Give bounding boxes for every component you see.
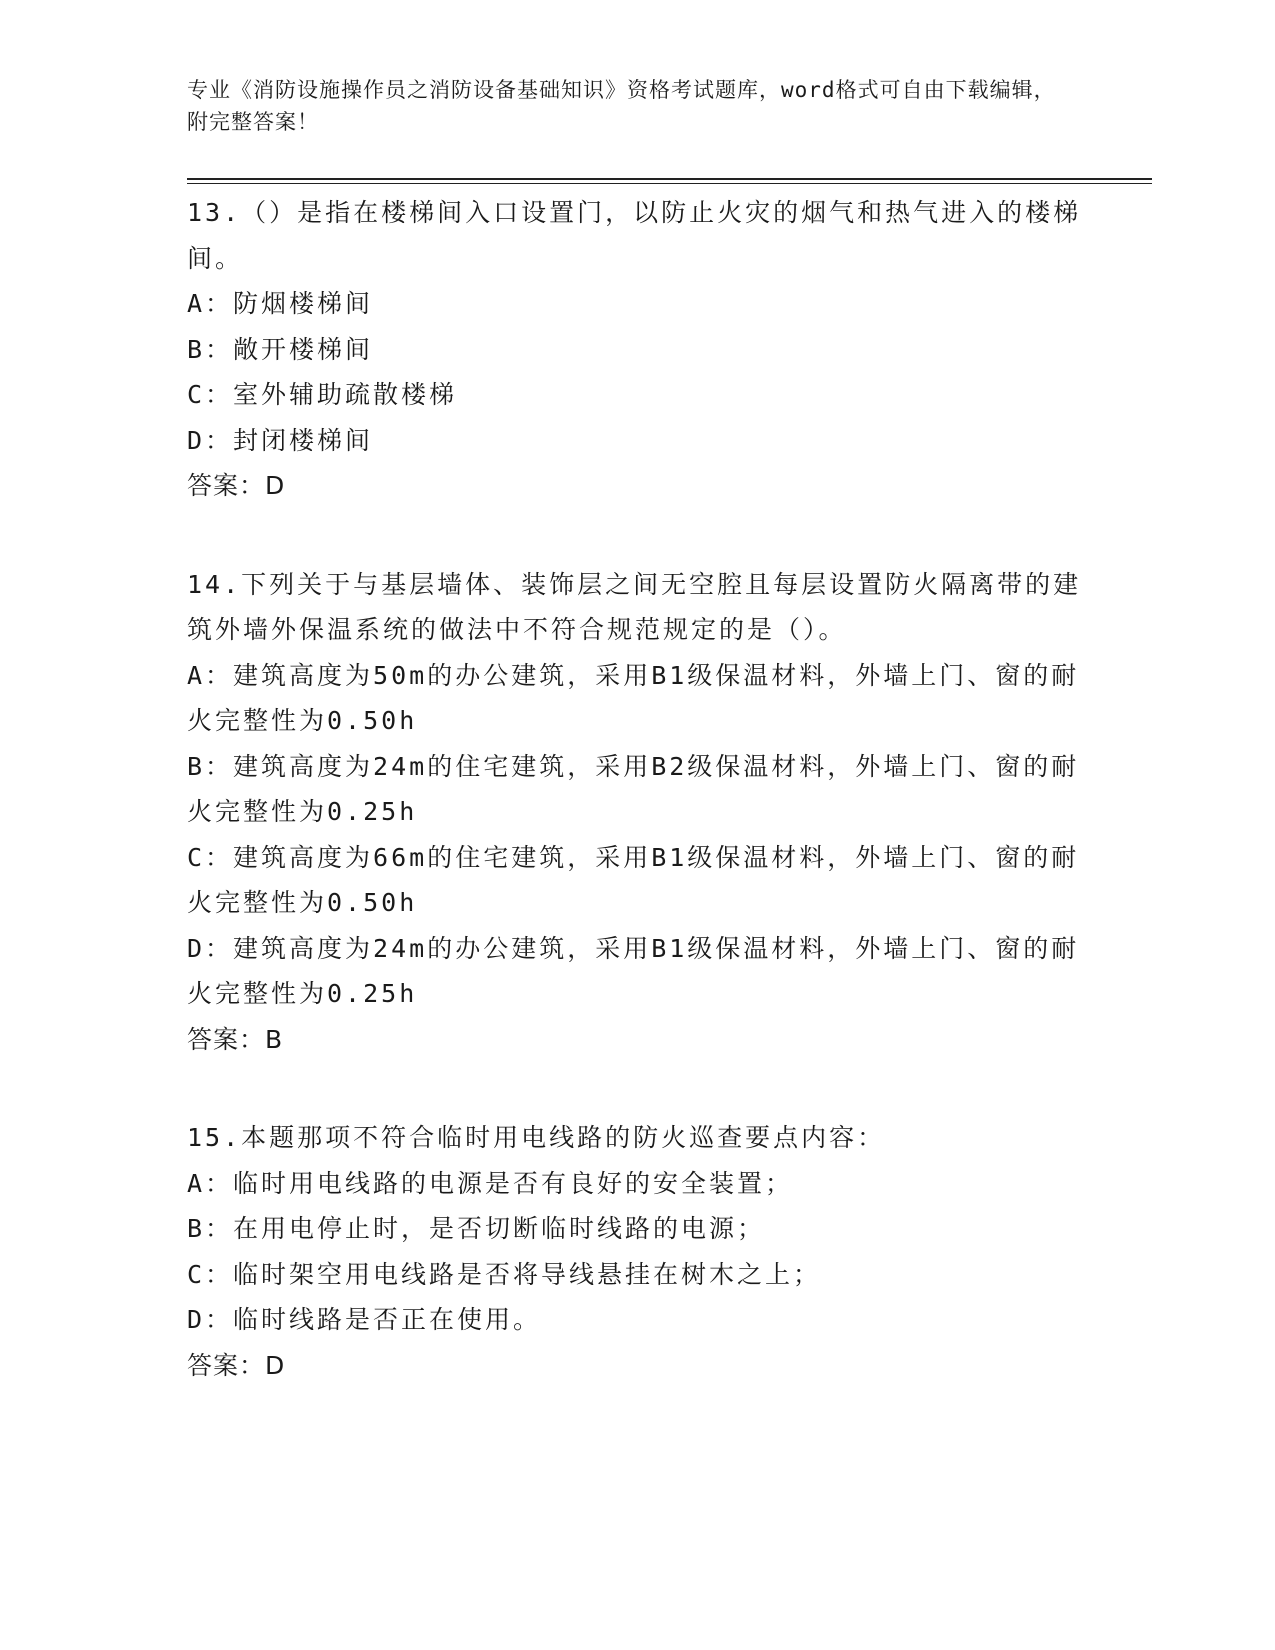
option-c: C：临时架空用电线路是否将导线悬挂在树木之上； [187,1259,822,1289]
question-stem: 15.本题那项不符合临时用电线路的防火巡查要点内容： [187,1123,886,1152]
option-c: C：室外辅助疏散楼梯 [187,380,458,409]
question-stem: 14.下列关于与基层墙体、装饰层之间无空腔且每层设置防火隔离带的建筑外墙外保温系统的做法中不符合规范规定的是（）。 [187,569,1082,644]
question-13 [187,190,1087,509]
option-b: B：敞开楼梯间 [187,334,374,364]
answer-label: 答案：B [187,1024,284,1054]
option-b: B：建筑高度为24m的住宅建筑，采用B2级保温材料，外墙上门、窗的耐火完整性为0.25h [187,751,1080,826]
question-15 [187,1115,1087,1388]
document-header: 专业《消防设施操作员之消防设备基础知识》资格考试题库，word格式可自由下载编辑，附完整答案！ [187,78,1056,134]
question-stem: 13.（）是指在楼梯间入口设置门，以防止火灾的烟气和热气进入的楼梯间。 [187,198,1082,273]
answer-label: 答案：D [187,1350,286,1380]
question-list [187,190,1087,1441]
option-d: D：临时线路是否正在使用。 [187,1305,542,1334]
header-divider [187,178,1152,180]
option-c: C：建筑高度为66m的住宅建筑，采用B1级保温材料，外墙上门、窗的耐火完整性为0.50h [187,842,1080,917]
option-a: A：建筑高度为50m的办公建筑，采用B1级保温材料，外墙上门、窗的耐火完整性为0.50h [187,660,1080,735]
answer-label: 答案：D [187,471,286,500]
option-d: D：建筑高度为24m的办公建筑，采用B1级保温材料，外墙上门、窗的耐火完整性为0.25h [187,933,1080,1008]
question-14 [187,562,1087,1063]
option-a: A：防烟楼梯间 [187,289,374,318]
header-divider-thin [187,183,1152,184]
option-a: A：临时用电线路的电源是否有良好的安全装置； [187,1168,794,1198]
option-d: D：封闭楼梯间 [187,425,374,455]
option-b: B：在用电停止时，是否切断临时线路的电源； [187,1214,766,1243]
